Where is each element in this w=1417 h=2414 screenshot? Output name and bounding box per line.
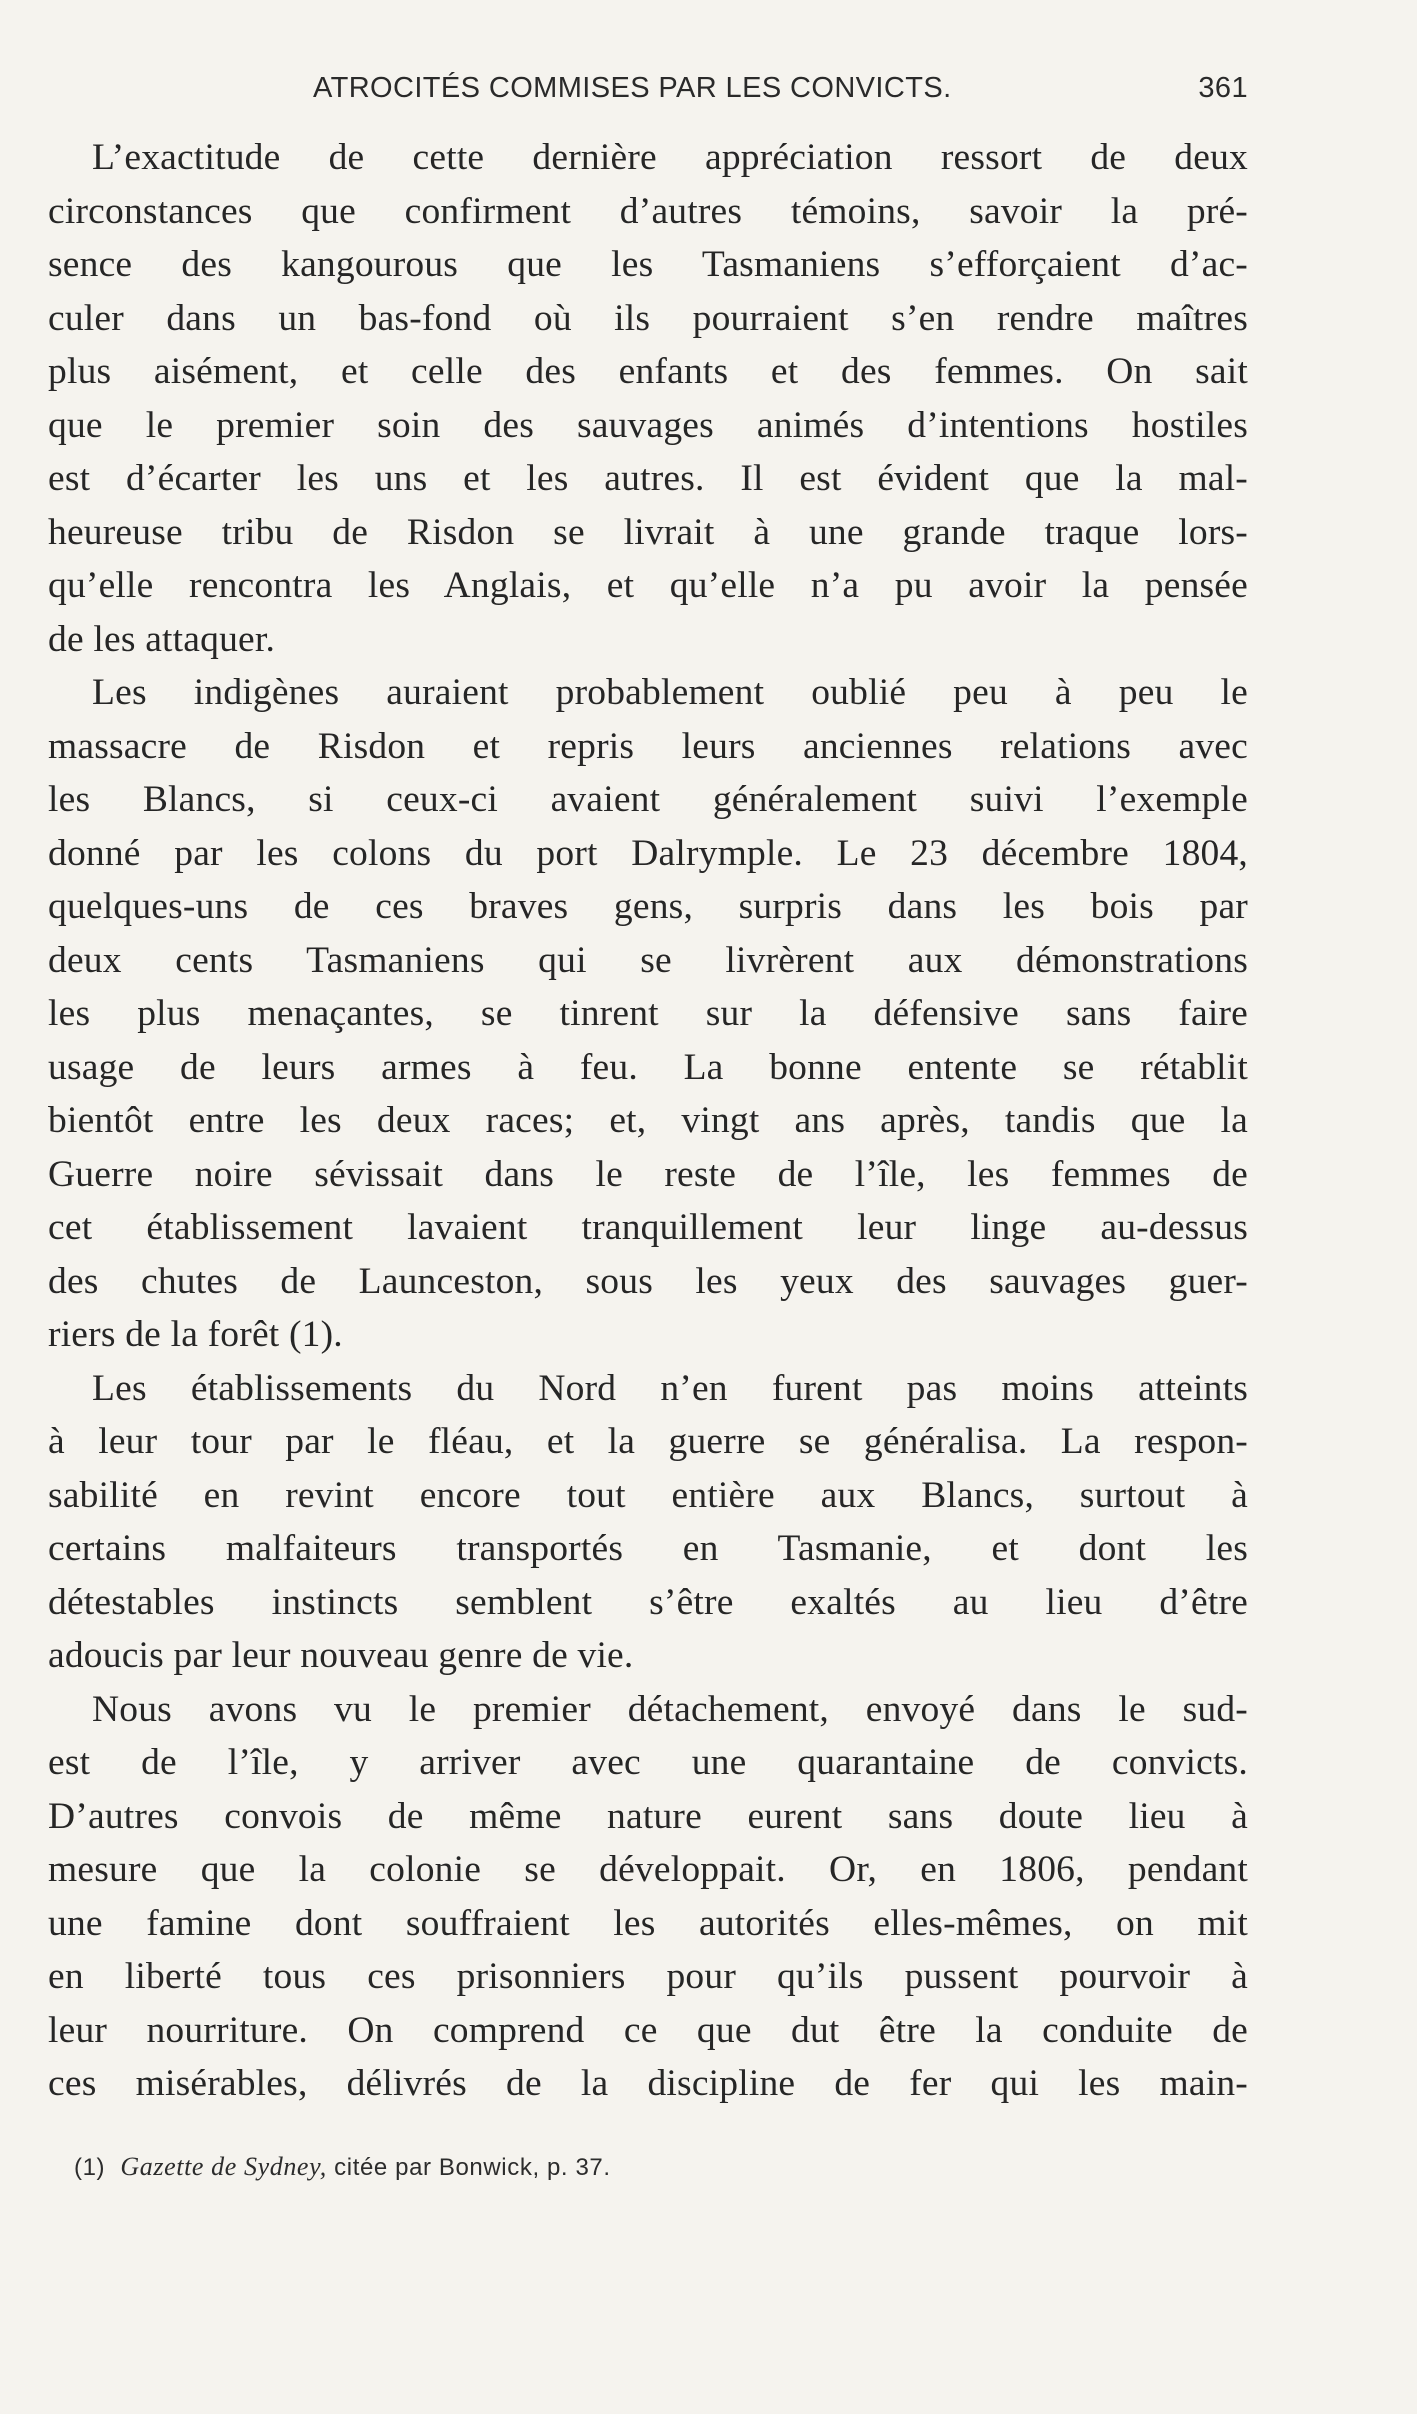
text-line: usage de leurs armes à feu. La bonne entente se rétablit <box>48 1046 1248 1088</box>
text-line: heureuse tribu de Risdon se livrait à une grande traque lors- <box>48 511 1248 553</box>
text-line: Les établissements du Nord n’en furent pas moins atteints <box>92 1367 1248 1409</box>
text-line: bientôt entre les deux races; et, vingt ans après, tandis que la <box>48 1100 1248 1141</box>
text-line: est d’écarter les uns et les autres. Il est évident que la mal- <box>48 458 1248 499</box>
text-line: plus aisément, et celle des enfants et des femmes. On sait <box>48 351 1248 392</box>
page-number: 361 <box>1198 72 1248 104</box>
text-line: que le premier soin des sauvages animés d’intentions hostiles <box>48 404 1248 446</box>
text-line: une famine dont souffraient les autorités elles-mêmes, on mit <box>48 1902 1248 1944</box>
text-line: culer dans un bas-fond où ils pourraient s’en rendre maîtres <box>48 297 1248 339</box>
footnote-source: Gazette de Sydney, <box>120 2152 327 2181</box>
text-line: les plus menaçantes, se tinrent sur la défensive sans faire <box>48 993 1248 1034</box>
text-line: mesure que la colonie se développait. Or, en 1806, pendant <box>48 1849 1248 1890</box>
text-line: adoucis par leur nouveau genre de vie. <box>48 1635 634 1676</box>
text-line: riers de la forêt (1). <box>48 1314 343 1355</box>
text-line: des chutes de Launceston, sous les yeux des sauvages guer- <box>48 1260 1248 1302</box>
text-line: Nous avons vu le premier détachement, envoyé dans le sud- <box>92 1688 1248 1730</box>
text-line: massacre de Risdon et repris leurs anciennes relations avec <box>48 725 1248 767</box>
text-line: en liberté tous ces prisonniers pour qu’ils pussent pourvoir à <box>48 1956 1248 1997</box>
footnote <box>74 2152 611 2182</box>
text-line: les Blancs, si ceux-ci avaient généralement suivi l’exemple <box>48 779 1248 820</box>
text-line: ces misérables, délivrés de la discipline de fer qui les main- <box>48 2063 1248 2104</box>
text-line: donné par les colons du port Dalrymple. Le 23 décembre 1804, <box>48 832 1248 874</box>
text-line: leur nourriture. On comprend ce que dut être la conduite de <box>48 2009 1248 2051</box>
footnote-marker: (1) <box>74 2154 106 2181</box>
text-line: de les attaquer. <box>48 618 276 660</box>
text-line: deux cents Tasmaniens qui se livrèrent aux démonstrations <box>48 939 1248 981</box>
footnote-text: citée par Bonwick, p. 37. <box>334 2154 611 2181</box>
text-line: Guerre noire sévissait dans le reste de l’île, les femmes de <box>48 1153 1248 1195</box>
text-line: quelques-uns de ces braves gens, surpris dans les bois par <box>48 886 1248 927</box>
text-line: cet établissement lavaient tranquillement leur linge au-dessus <box>48 1207 1248 1248</box>
text-line: détestables instincts semblent s’être exaltés au lieu d’être <box>48 1581 1248 1623</box>
text-line: D’autres convois de même nature eurent sans doute lieu à <box>48 1795 1248 1837</box>
text-line: à leur tour par le fléau, et la guerre se généralisa. La respon- <box>48 1421 1248 1462</box>
running-title: ATROCITÉS COMMISES PAR LES CONVICTS. <box>313 72 952 104</box>
text-line: sabilité en revint encore tout entière aux Blancs, surtout à <box>48 1474 1248 1516</box>
text-line: circonstances que confirment d’autres témoins, savoir la pré- <box>48 190 1248 232</box>
running-head <box>48 72 1248 112</box>
text-line: qu’elle rencontra les Anglais, et qu’elle n’a pu avoir la pensée <box>48 565 1248 606</box>
text-line: sence des kangourous que les Tasmaniens s’efforçaient d’ac- <box>48 244 1248 285</box>
text-line: L’exactitude de cette dernière appréciation ressort de deux <box>92 137 1248 178</box>
text-line: est de l’île, y arriver avec une quarantaine de convicts. <box>48 1742 1248 1783</box>
body-text <box>48 131 1248 2111</box>
text-line: Les indigènes auraient probablement oublié peu à peu le <box>92 672 1248 713</box>
text-line: certains malfaiteurs transportés en Tasmanie, et dont les <box>48 1528 1248 1569</box>
